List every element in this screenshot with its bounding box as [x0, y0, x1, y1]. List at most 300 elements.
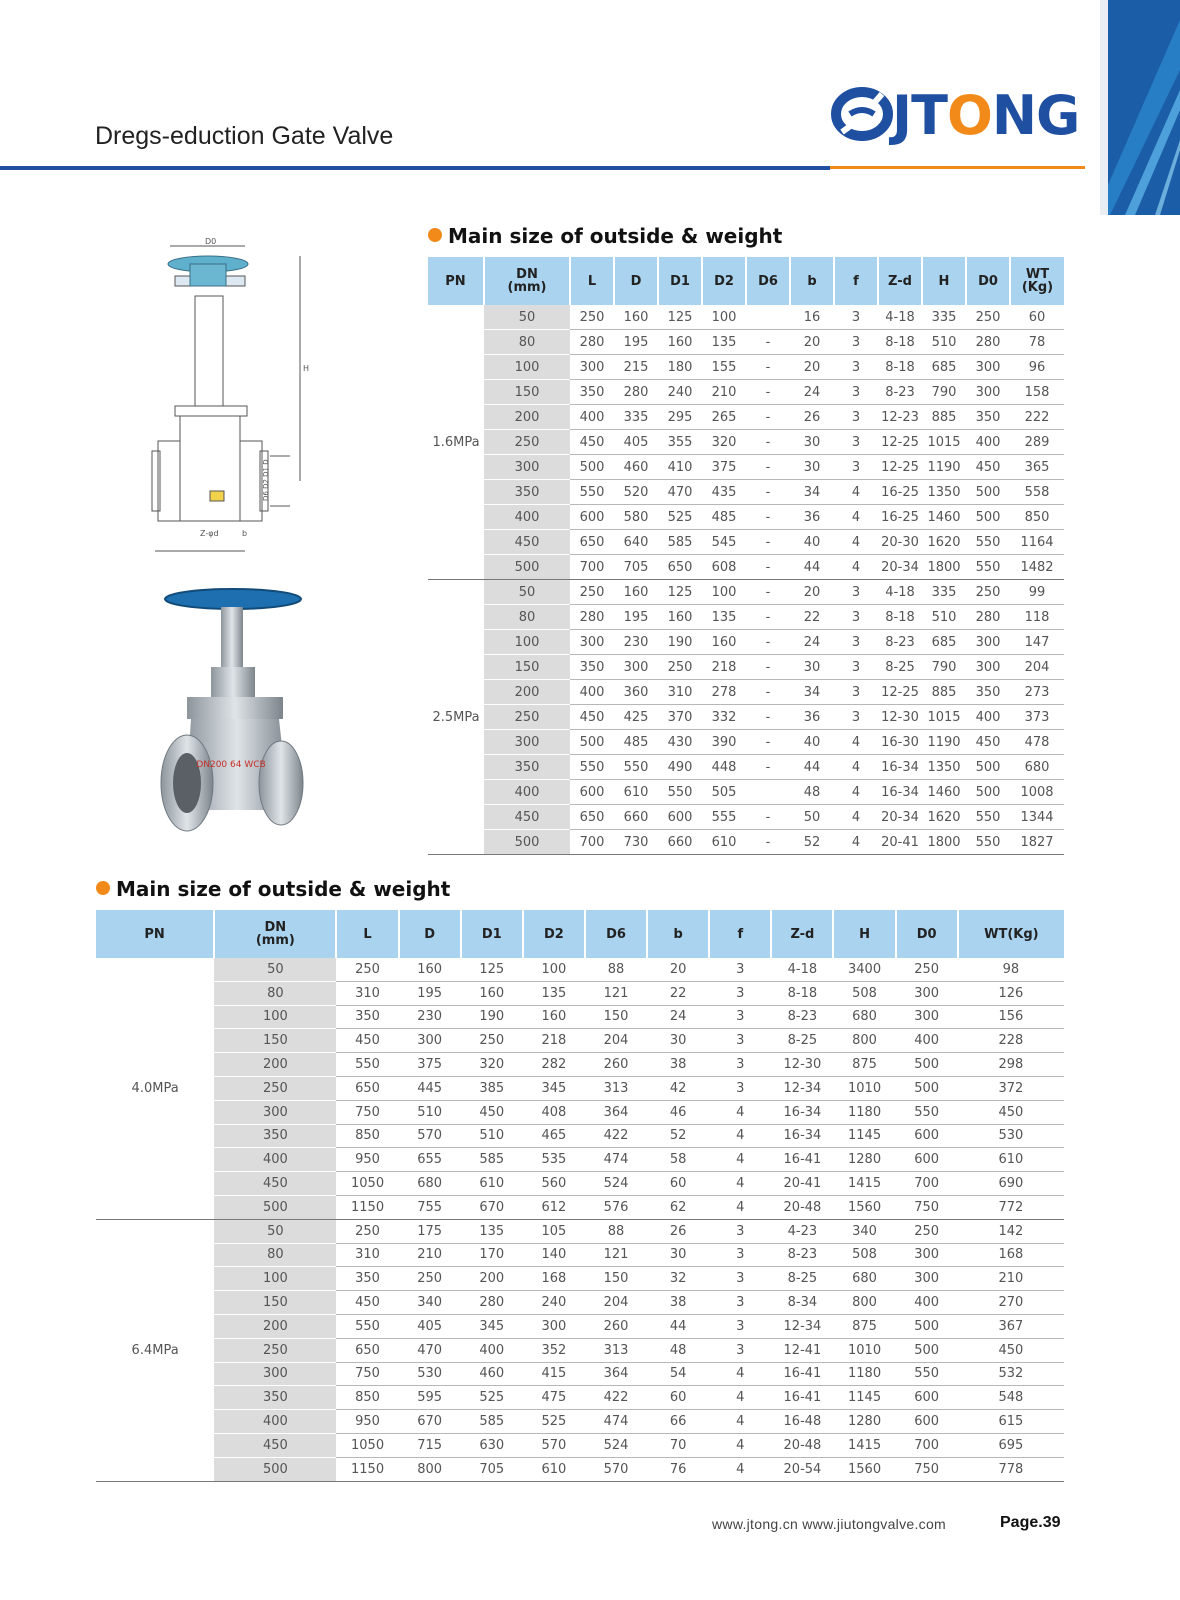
table-cell: 135 — [461, 1219, 523, 1243]
table-cell: 465 — [523, 1124, 585, 1148]
table-cell: 500 — [570, 730, 614, 755]
table-cell: 410 — [658, 455, 702, 480]
table-cell: 250 — [966, 305, 1010, 330]
table-cell: 1560 — [833, 1457, 895, 1481]
table-cell: 12-30 — [771, 1053, 833, 1077]
table-cell: 4 — [834, 555, 878, 580]
table-cell: 1460 — [922, 505, 966, 530]
table-cell: 570 — [399, 1124, 461, 1148]
table-cell: 550 — [336, 1314, 398, 1338]
table-cell: 530 — [958, 1124, 1064, 1148]
table-cell: 125 — [658, 580, 702, 605]
table-cell: 1145 — [833, 1124, 895, 1148]
table-cell: 160 — [461, 981, 523, 1005]
dn-cell: 500 — [214, 1457, 336, 1481]
valve-dimension-drawing — [150, 236, 320, 556]
dn-cell: 450 — [214, 1433, 336, 1457]
table-cell: 700 — [570, 555, 614, 580]
table-cell: 460 — [614, 455, 658, 480]
table-cell: 524 — [585, 1433, 647, 1457]
table-cell: 4 — [709, 1195, 771, 1219]
table-cell: 210 — [399, 1243, 461, 1267]
table-cell: 204 — [585, 1029, 647, 1053]
table-cell: 190 — [658, 630, 702, 655]
table-cell: 4 — [834, 780, 878, 805]
table-cell: 1164 — [1010, 530, 1064, 555]
table-cell: 204 — [585, 1291, 647, 1315]
table-cell: 510 — [922, 330, 966, 355]
table-cell: 510 — [399, 1100, 461, 1124]
table-cell: - — [746, 555, 790, 580]
table-cell: 1620 — [922, 530, 966, 555]
table-cell: 1800 — [922, 555, 966, 580]
table-cell: 1150 — [336, 1195, 398, 1219]
table-cell: 26 — [647, 1219, 709, 1243]
table-cell: 360 — [614, 680, 658, 705]
table-cell: 800 — [833, 1291, 895, 1315]
table-cell: 100 — [702, 305, 746, 330]
dn-cell: 150 — [484, 655, 570, 680]
table-cell: 4 — [834, 755, 878, 780]
table-cell: 4 — [834, 805, 878, 830]
dimension-table-high-pressure — [96, 910, 1064, 1482]
table-cell: 12-34 — [771, 1314, 833, 1338]
table-cell: 88 — [585, 1219, 647, 1243]
table-cell: 135 — [702, 605, 746, 630]
table-cell: 280 — [966, 330, 1010, 355]
table-cell: 20 — [790, 355, 834, 380]
svg-text:D6 D2 D1 D: D6 D2 D1 D — [262, 459, 270, 501]
table-row — [428, 630, 1064, 655]
table-cell: 345 — [523, 1076, 585, 1100]
table-cell: 405 — [399, 1314, 461, 1338]
table-row — [96, 1100, 1064, 1124]
table-cell: 273 — [1010, 680, 1064, 705]
table-cell: 160 — [658, 330, 702, 355]
table-cell: 778 — [958, 1457, 1064, 1481]
table-cell: 66 — [647, 1410, 709, 1434]
table-cell: 282 — [523, 1053, 585, 1077]
table-cell: 700 — [896, 1172, 958, 1196]
table-cell: 280 — [614, 380, 658, 405]
table-cell: 510 — [461, 1124, 523, 1148]
table-cell: 345 — [461, 1314, 523, 1338]
table-cell: 300 — [896, 1267, 958, 1291]
table-cell: 4 — [834, 530, 878, 555]
column-header: WT (Kg) — [1010, 257, 1064, 305]
table-cell: 400 — [461, 1338, 523, 1362]
table-cell: 24 — [647, 1005, 709, 1029]
table-cell: 373 — [1010, 705, 1064, 730]
table-row — [428, 805, 1064, 830]
table-cell: 630 — [461, 1433, 523, 1457]
table-cell: 525 — [658, 505, 702, 530]
table-row — [96, 1433, 1064, 1457]
table-cell: 260 — [585, 1314, 647, 1338]
table-cell: - — [746, 505, 790, 530]
header-rule-accent — [830, 166, 1085, 169]
table-cell: 335 — [922, 580, 966, 605]
table-cell: 98 — [958, 958, 1064, 981]
table-cell: 195 — [614, 605, 658, 630]
table-cell: 474 — [585, 1410, 647, 1434]
table-cell: 600 — [896, 1124, 958, 1148]
table-row — [428, 380, 1064, 405]
table-cell — [746, 305, 790, 330]
table-cell: 608 — [702, 555, 746, 580]
table-cell: 685 — [922, 630, 966, 655]
table-cell: 500 — [570, 455, 614, 480]
column-header: D0 — [896, 910, 958, 958]
table-cell: 3 — [834, 405, 878, 430]
dn-cell: 300 — [214, 1100, 336, 1124]
table-cell: 335 — [614, 405, 658, 430]
table-cell: 445 — [399, 1076, 461, 1100]
table-cell: 24 — [790, 380, 834, 405]
table-cell: - — [746, 405, 790, 430]
table-cell: 270 — [958, 1291, 1064, 1315]
table-cell: 121 — [585, 1243, 647, 1267]
dn-cell: 450 — [484, 805, 570, 830]
column-header: DN (mm) — [484, 257, 570, 305]
table-row — [96, 1291, 1064, 1315]
table-cell: 585 — [658, 530, 702, 555]
table-cell: 600 — [658, 805, 702, 830]
table-cell: 1800 — [922, 830, 966, 855]
table-cell: 240 — [658, 380, 702, 405]
table-cell: 58 — [647, 1148, 709, 1172]
dimension-table-low-pressure — [428, 257, 1064, 855]
table-cell: 160 — [614, 580, 658, 605]
table-cell: 422 — [585, 1124, 647, 1148]
table-cell: 550 — [896, 1100, 958, 1124]
table-cell: 695 — [958, 1433, 1064, 1457]
table-cell: 550 — [336, 1053, 398, 1077]
table-cell: 730 — [614, 830, 658, 855]
table-cell: 76 — [647, 1457, 709, 1481]
table-cell: 4 — [709, 1410, 771, 1434]
table-cell: 390 — [702, 730, 746, 755]
svg-text:DN200 64 WCB: DN200 64 WCB — [196, 760, 266, 770]
table-cell: 4 — [834, 730, 878, 755]
table-row — [96, 1172, 1064, 1196]
table-cell: 20-34 — [878, 555, 922, 580]
table-cell: 375 — [399, 1053, 461, 1077]
table-cell: 885 — [922, 680, 966, 705]
dn-cell: 80 — [484, 330, 570, 355]
table-cell: 790 — [922, 655, 966, 680]
table-cell: 500 — [966, 505, 1010, 530]
dn-cell: 100 — [484, 630, 570, 655]
table-cell: 550 — [966, 805, 1010, 830]
table-cell: 385 — [461, 1076, 523, 1100]
table-cell: 16-34 — [878, 780, 922, 805]
table-cell: 3 — [709, 1267, 771, 1291]
table-cell: 310 — [336, 1243, 398, 1267]
svg-text:H: H — [303, 364, 310, 373]
table-cell: 8-23 — [878, 630, 922, 655]
dn-cell: 400 — [214, 1410, 336, 1434]
table-cell: 700 — [570, 830, 614, 855]
table-cell: 40 — [790, 730, 834, 755]
table-cell: 1620 — [922, 805, 966, 830]
table-cell: 250 — [336, 958, 398, 981]
table-cell: 705 — [614, 555, 658, 580]
column-header: D0 — [966, 257, 1010, 305]
table-cell: 4 — [709, 1172, 771, 1196]
column-header: H — [922, 257, 966, 305]
table-cell: 260 — [585, 1053, 647, 1077]
table-cell: 99 — [1010, 580, 1064, 605]
dn-cell: 200 — [214, 1314, 336, 1338]
dn-cell: 250 — [484, 705, 570, 730]
table-cell: 158 — [1010, 380, 1064, 405]
table-cell: - — [746, 705, 790, 730]
table-row — [96, 1243, 1064, 1267]
table-cell: 650 — [570, 530, 614, 555]
table-cell: 505 — [702, 780, 746, 805]
table-cell: 20-30 — [878, 530, 922, 555]
table-cell: 355 — [658, 430, 702, 455]
table-cell: 3 — [834, 580, 878, 605]
table-cell: 1010 — [833, 1338, 895, 1362]
table-cell: 800 — [399, 1457, 461, 1481]
dn-cell: 400 — [484, 780, 570, 805]
table-cell: 650 — [336, 1076, 398, 1100]
table-cell: 1827 — [1010, 830, 1064, 855]
dn-cell: 80 — [214, 1243, 336, 1267]
table-cell: 660 — [658, 830, 702, 855]
table-cell: 400 — [896, 1291, 958, 1315]
table-cell: 408 — [523, 1100, 585, 1124]
table-row — [96, 1053, 1064, 1077]
table-cell: 500 — [966, 780, 1010, 805]
table-row — [96, 1267, 1064, 1291]
table-cell: 650 — [336, 1338, 398, 1362]
table-cell: 250 — [966, 580, 1010, 605]
table-cell: 125 — [658, 305, 702, 330]
table-cell: 524 — [585, 1172, 647, 1196]
table-cell: 1015 — [922, 430, 966, 455]
table-cell: 450 — [570, 705, 614, 730]
table-cell: 78 — [1010, 330, 1064, 355]
table-cell: 34 — [790, 480, 834, 505]
table-row — [96, 1219, 1064, 1243]
table-cell: 1350 — [922, 755, 966, 780]
table-cell: 204 — [1010, 655, 1064, 680]
table-cell: 1015 — [922, 705, 966, 730]
dn-cell: 300 — [484, 455, 570, 480]
table-cell: 450 — [958, 1338, 1064, 1362]
table-cell: 450 — [336, 1291, 398, 1315]
table-cell: 40 — [790, 530, 834, 555]
table-row — [96, 958, 1064, 981]
dn-cell: 80 — [484, 605, 570, 630]
table-row — [428, 580, 1064, 605]
table-cell: 20-41 — [878, 830, 922, 855]
table-cell: 4-23 — [771, 1219, 833, 1243]
table-cell: 800 — [833, 1029, 895, 1053]
table-row — [96, 1195, 1064, 1219]
table-cell: 3 — [834, 455, 878, 480]
table-cell: 1482 — [1010, 555, 1064, 580]
table-cell: - — [746, 455, 790, 480]
table-cell: 121 — [585, 981, 647, 1005]
dn-cell: 150 — [214, 1029, 336, 1053]
table-cell: 3400 — [833, 958, 895, 981]
table1-title: Main size of outside & weight — [428, 224, 782, 248]
table-cell: 610 — [461, 1172, 523, 1196]
table-cell: 52 — [790, 830, 834, 855]
table-cell: 670 — [461, 1195, 523, 1219]
table-cell: 250 — [399, 1267, 461, 1291]
table-cell: 8-34 — [771, 1291, 833, 1315]
table-cell: - — [746, 380, 790, 405]
table-cell: 22 — [790, 605, 834, 630]
table-cell: 4 — [709, 1124, 771, 1148]
table-cell: 1150 — [336, 1457, 398, 1481]
table-cell: 12-25 — [878, 455, 922, 480]
table-cell: - — [746, 480, 790, 505]
table-cell: 3 — [709, 1053, 771, 1077]
table-cell: 680 — [833, 1005, 895, 1029]
table-cell: - — [746, 830, 790, 855]
table-cell: 875 — [833, 1314, 895, 1338]
table-row — [96, 1457, 1064, 1481]
table-cell: 550 — [614, 755, 658, 780]
table-cell: 142 — [958, 1219, 1064, 1243]
table-cell: 240 — [523, 1291, 585, 1315]
table-row — [428, 330, 1064, 355]
table-cell: 289 — [1010, 430, 1064, 455]
table-cell: 508 — [833, 981, 895, 1005]
bullet-icon — [96, 881, 110, 895]
table-cell: 8-25 — [878, 655, 922, 680]
column-header: D6 — [746, 257, 790, 305]
table-cell: 250 — [896, 958, 958, 981]
table-cell: 20 — [647, 958, 709, 981]
table-cell: 100 — [523, 958, 585, 981]
table-cell: 470 — [399, 1338, 461, 1362]
table-cell: 26 — [790, 405, 834, 430]
dn-cell: 100 — [214, 1005, 336, 1029]
svg-text:b: b — [242, 529, 248, 538]
table-cell: 350 — [336, 1005, 398, 1029]
table-cell: 4-18 — [878, 305, 922, 330]
table-cell: - — [746, 330, 790, 355]
table-cell: 655 — [399, 1148, 461, 1172]
table-cell: 8-25 — [771, 1029, 833, 1053]
table-cell: 1280 — [833, 1148, 895, 1172]
table-cell: 20 — [790, 580, 834, 605]
table-cell: 34 — [790, 680, 834, 705]
table-cell: 475 — [523, 1386, 585, 1410]
column-header: f — [834, 257, 878, 305]
table-cell: 100 — [702, 580, 746, 605]
table-cell: 175 — [399, 1219, 461, 1243]
table-cell: 790 — [922, 380, 966, 405]
table-row — [96, 981, 1064, 1005]
table-cell: 340 — [399, 1291, 461, 1315]
table-cell: 350 — [570, 380, 614, 405]
table-row — [428, 305, 1064, 330]
table-cell: 147 — [1010, 630, 1064, 655]
table-cell: 4 — [834, 505, 878, 530]
dn-cell: 250 — [484, 430, 570, 455]
table-cell: 700 — [896, 1433, 958, 1457]
column-header: Z-d — [771, 910, 833, 958]
table-cell: 320 — [461, 1053, 523, 1077]
table-cell: 550 — [570, 480, 614, 505]
table-row — [428, 355, 1064, 380]
table-cell: 8-18 — [878, 355, 922, 380]
column-header: D2 — [702, 257, 746, 305]
table-cell: 310 — [336, 981, 398, 1005]
table-cell: 313 — [585, 1338, 647, 1362]
table-row — [96, 1124, 1064, 1148]
table-cell: 210 — [958, 1267, 1064, 1291]
table-cell: 24 — [790, 630, 834, 655]
table-cell: 12-25 — [878, 680, 922, 705]
table-cell: 250 — [896, 1219, 958, 1243]
table-cell: 295 — [658, 405, 702, 430]
dn-cell: 500 — [484, 830, 570, 855]
table-cell: 750 — [896, 1457, 958, 1481]
table-cell: 135 — [702, 330, 746, 355]
table2-header — [96, 910, 1064, 958]
dn-cell: 300 — [484, 730, 570, 755]
column-header: PN — [96, 910, 214, 958]
table-cell: 42 — [647, 1076, 709, 1100]
table-cell: 650 — [570, 805, 614, 830]
table-cell: 1145 — [833, 1386, 895, 1410]
table-cell: 500 — [896, 1076, 958, 1100]
table-cell: 44 — [647, 1314, 709, 1338]
table-row — [428, 655, 1064, 680]
dn-cell: 100 — [214, 1267, 336, 1291]
table-cell: 585 — [461, 1148, 523, 1172]
table-cell: 550 — [658, 780, 702, 805]
table-row — [428, 730, 1064, 755]
table-cell: 1350 — [922, 480, 966, 505]
table-cell: 1180 — [833, 1362, 895, 1386]
table-cell: 3 — [834, 655, 878, 680]
table-cell: 485 — [702, 505, 746, 530]
table-cell: 680 — [399, 1172, 461, 1196]
table-cell: 135 — [523, 981, 585, 1005]
table-cell: 550 — [570, 755, 614, 780]
table-row — [96, 1076, 1064, 1100]
brand-logo: JTONG — [830, 80, 1085, 150]
table-cell: 580 — [614, 505, 658, 530]
table-cell: 532 — [958, 1362, 1064, 1386]
table-cell: 3 — [834, 380, 878, 405]
table-cell: 195 — [399, 981, 461, 1005]
table-row — [428, 830, 1064, 855]
dn-cell: 200 — [214, 1053, 336, 1077]
dn-cell: 50 — [484, 305, 570, 330]
table-cell: 850 — [336, 1386, 398, 1410]
table-cell: 218 — [523, 1029, 585, 1053]
table-cell: 750 — [336, 1100, 398, 1124]
dn-cell: 200 — [484, 405, 570, 430]
table-cell: - — [746, 605, 790, 630]
table-cell: 300 — [896, 1005, 958, 1029]
table-cell: 280 — [461, 1291, 523, 1315]
table1-body — [428, 305, 1064, 855]
table-cell: 425 — [614, 705, 658, 730]
table-cell: 500 — [896, 1338, 958, 1362]
